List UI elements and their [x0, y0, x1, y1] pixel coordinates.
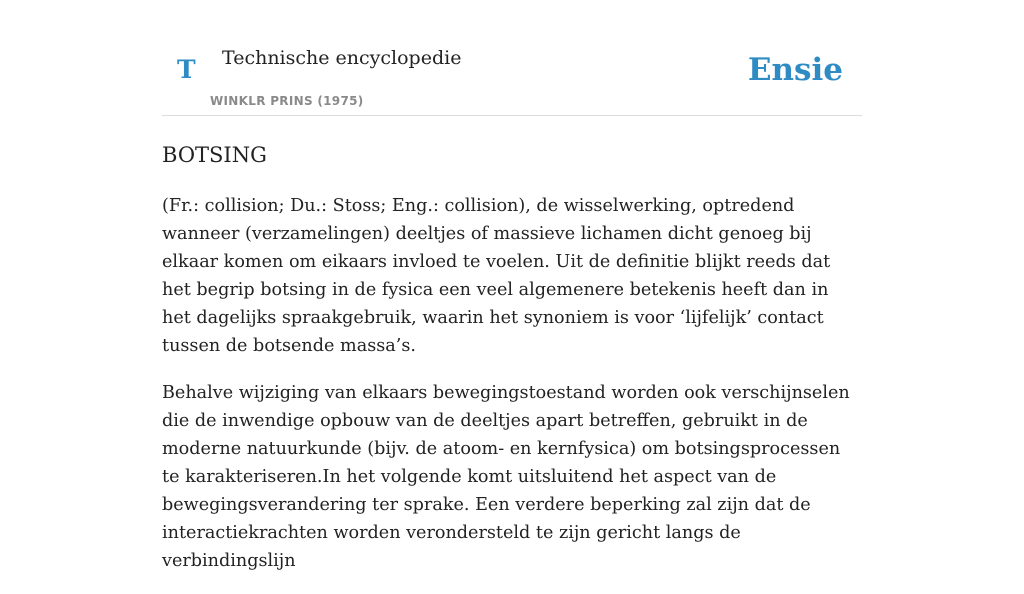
encyclopedia-title-link[interactable]: Technische encyclopedie [222, 47, 462, 69]
article-title: BOTSING [162, 143, 267, 167]
article-paragraph: (Fr.: collision; Du.: Stoss; Eng.: collision), de wisselwerking, optredend wanneer (verzamelingen) deeltjes of massieve lichamen dicht genoeg bij elkaar komen om eikaars invloed te voelen. Uit de definitie blijkt reeds dat het begrip botsing in de fysica een veel algemenere betekenis heeft dan in het dagelijks spraakgebruik, waarin het synoniem is voor ‘lijfelijk’ contact tussen de botsende massa’s. [162, 196, 831, 356]
article-paragraph: Behalve wijziging van elkaars bewegingstoestand worden ook verschijnselen die de inwendige opbouw van de deeltjes apart betreffen, gebruikt in de moderne natuurkunde (bijv. de atoom- en kernfysica) om botsingsprocessen te karakteriseren.In het volgende komt uitsluitend het aspect van de bewegingsverandering ter sprake. Een verdere beperking zal zijn dat de interactiekrachten worden verondersteld te zijn gericht langs de verbindingslijn [162, 383, 850, 571]
encyclopedia-logo[interactable]: T [177, 55, 196, 84]
ensie-brand-logo[interactable]: Ensie [747, 52, 843, 88]
page [162, 0, 862, 571]
source-label: WINKLR PRINS (1975) [210, 94, 364, 108]
site-header [162, 0, 862, 116]
article-body [162, 192, 862, 594]
